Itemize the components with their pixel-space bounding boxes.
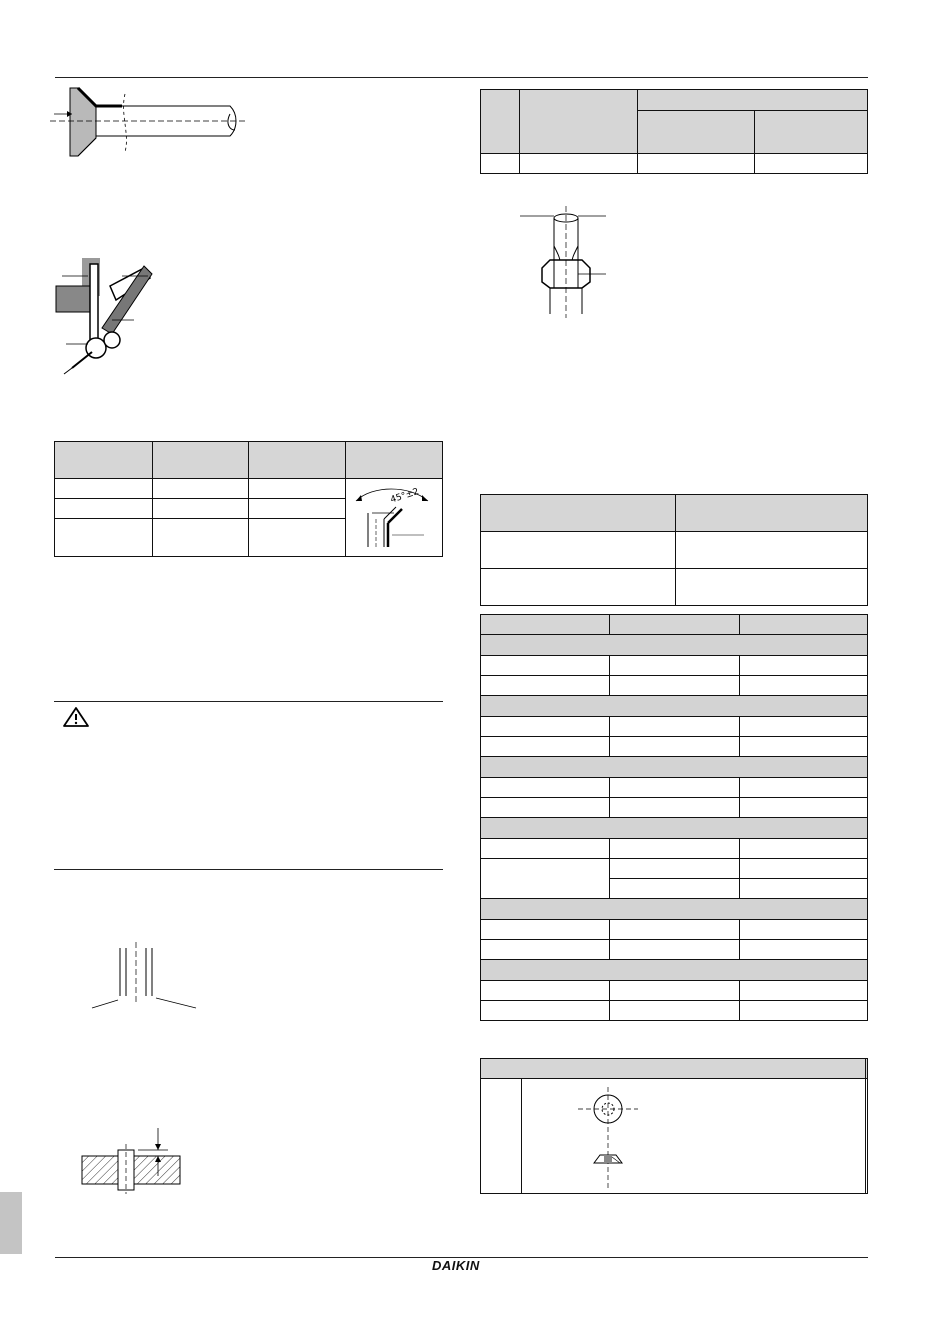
flare-height-illustration: [78, 1124, 184, 1196]
table-cell: [610, 859, 740, 879]
table-cell: [610, 798, 740, 818]
pipe-size-table: [480, 494, 868, 606]
valve-diagram-cell: [522, 1079, 866, 1194]
caution-bottom-rule: [54, 869, 443, 870]
table-cell: [676, 569, 868, 606]
table-cell: [610, 1001, 740, 1021]
table-header-cell: [346, 442, 443, 479]
table-group-band: [481, 818, 868, 839]
torque-table: [480, 89, 868, 174]
table-cell: [638, 154, 755, 174]
table-cell: [481, 940, 610, 960]
table-cell: [481, 859, 610, 899]
table-group-band: [481, 696, 868, 717]
table-group-band: [481, 899, 868, 920]
flare-angle-diagram-cell: [346, 479, 443, 557]
table-group-band: [481, 635, 868, 656]
table-header-cell: [55, 442, 153, 479]
table-cell: [610, 879, 740, 899]
table-cell: [740, 839, 868, 859]
flare-angle-diagram: [350, 483, 438, 553]
table-cell: [481, 839, 610, 859]
table-cell: [481, 920, 610, 940]
table-cell: [481, 532, 676, 569]
table-cell: [481, 1079, 522, 1194]
table-cell: [481, 154, 520, 174]
table-cell: [740, 656, 868, 676]
table-cell: [152, 499, 249, 519]
section-tab: [0, 1192, 22, 1254]
table-cell: [55, 499, 153, 519]
table-cell: [152, 519, 249, 557]
table-cell: [520, 154, 638, 174]
table-cell: [740, 981, 868, 1001]
table-cell: [740, 737, 868, 757]
table-cell: [740, 879, 868, 899]
table-header-cell: [740, 615, 868, 635]
table-cell: [740, 676, 868, 696]
flare-angle-label: 45°±2: [389, 486, 421, 506]
table-header-cell: [249, 442, 346, 479]
table-cell: [610, 839, 740, 859]
table-cell: [481, 1001, 610, 1021]
table-cell: [249, 479, 346, 499]
table-cell: [249, 499, 346, 519]
table-cell: [740, 940, 868, 960]
model-pipe-table: [480, 614, 868, 1021]
table-cell: [481, 737, 610, 757]
table-group-band: [481, 960, 868, 981]
caution-top-rule: [54, 701, 443, 702]
table-cell: [755, 154, 868, 174]
table-cell: [481, 676, 610, 696]
table-header-cell: [676, 495, 868, 532]
table-cell: [55, 519, 153, 557]
table-cell: [740, 859, 868, 879]
table-header-cell: [520, 90, 638, 154]
table-cell: [740, 778, 868, 798]
flared-pipe-illustration: [50, 84, 250, 159]
table-cell: [55, 479, 153, 499]
flare-nut-illustration: [516, 206, 608, 318]
table-cell: [481, 656, 610, 676]
table-cell: [481, 717, 610, 737]
brand-logo: DAIKIN: [432, 1258, 480, 1273]
header-rule: [55, 77, 868, 78]
table-header-cell: [152, 442, 249, 479]
table-cell: [481, 778, 610, 798]
table-cell: [481, 798, 610, 818]
table-cell: [865, 1079, 867, 1194]
table-cell: [610, 940, 740, 960]
table-cell: [740, 798, 868, 818]
flare-dimensions-table: [54, 441, 443, 557]
table-cell: [610, 920, 740, 940]
pipe-cut-illustration: [92, 942, 202, 1010]
valve-cap-diagram: [578, 1087, 640, 1191]
table-header-cell: [610, 615, 740, 635]
table-header-cell: [481, 90, 520, 154]
table-cell: [610, 656, 740, 676]
table-header-cell: [481, 495, 676, 532]
table-cell: [610, 981, 740, 1001]
table-cell: [740, 1001, 868, 1021]
table-cell: [481, 569, 676, 606]
table-group-band: [481, 757, 868, 778]
table-cell: [152, 479, 249, 499]
table-cell: [610, 737, 740, 757]
table-header-cell: [638, 111, 755, 154]
table-cell: [481, 981, 610, 1001]
table-cell: [740, 920, 868, 940]
table-cell: [610, 717, 740, 737]
table-cell: [610, 676, 740, 696]
table-header-cell: [865, 1059, 867, 1079]
table-header-cell: [638, 90, 868, 111]
warning-icon: [60, 706, 94, 728]
table-header-cell: [481, 1059, 866, 1079]
spanners-illustration: [52, 256, 162, 378]
valve-table: [480, 1058, 868, 1194]
table-cell: [676, 532, 868, 569]
table-header-cell: [481, 615, 610, 635]
table-cell: [249, 519, 346, 557]
table-cell: [610, 778, 740, 798]
table-cell: [740, 717, 868, 737]
table-header-cell: [755, 111, 868, 154]
